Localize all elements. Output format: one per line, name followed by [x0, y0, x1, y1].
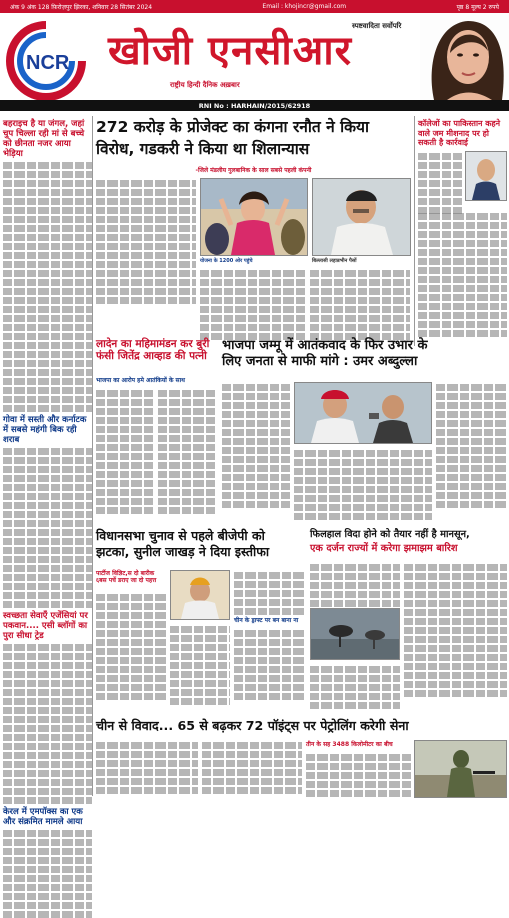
email-info: Email : khojincr@gmail.com: [262, 3, 347, 10]
story6-col-1: [96, 740, 198, 798]
story4-col-2: [170, 624, 230, 714]
left-column: [3, 116, 93, 827]
left-headline-4: केरल में एमपॉक्स का एक और संक्रमित मामले आया: [3, 807, 83, 827]
story5-headline-line2: एक दर्जन राज्यों में करेगा झमाझम बारिश: [310, 543, 458, 554]
story3-col-2: [294, 448, 432, 522]
left-headline-1: बहराइच है या जंगल, जहां चुप चिल्ला रही मां से बच्चे को छीनता नजर आया भेड़िया: [3, 119, 85, 159]
story3-headline-line2: लिए जनता से माफी मांगे : उमर अब्दुल्ला: [222, 354, 418, 369]
right-column: [414, 116, 507, 346]
story2-col-2: [158, 388, 216, 528]
gadkari-photo: [312, 178, 411, 256]
lead-text-col-3: [310, 268, 410, 338]
lead-text-col-1: [96, 178, 196, 308]
celebrity-photo: [420, 13, 509, 100]
story2-headline-block: [96, 338, 216, 374]
story4-col-4: [234, 628, 306, 712]
masthead: [0, 13, 509, 100]
story6-headline-block: [96, 716, 507, 738]
gadkari-caption: बिल्लासी लहान्नभीन पैसों: [312, 258, 357, 264]
left-headline-3: स्वच्छता सेवाएँ एजेंसियां पर पकवान.... एसी ब्लॉगों का पुरा सीधा ट्रेड: [3, 611, 88, 641]
omar-abdullah-photo: [294, 382, 432, 444]
rain-photo: [310, 608, 400, 660]
lead-kicker: -जिले मंडलीय गुलबानिक के साल सबसे पहली कंपनी: [195, 167, 312, 174]
masthead-motto: स्पष्टवादिता सर्वोपरि: [352, 22, 402, 30]
story2-col-1: [96, 388, 154, 528]
story2-kicker: भाजपा का आरोप हमे आतंकियों के साथ: [96, 377, 186, 384]
story4-subhead: चीन के ड्राफ्ट पर बन बाना ना: [234, 617, 299, 624]
story5-col-3: [310, 664, 400, 712]
lead-text-col-2: [200, 268, 305, 338]
story4-kicker: पार्टीज विज्ञिट,स दो बारीक ६बस पर्चे डराए जा दो पहत्त: [96, 570, 157, 584]
rni-number: RNI No : HARHAIN/2015/62918: [0, 100, 509, 111]
story6-headline: चीन से विवाद... 65 से बढ़कर 72 पॉइंट्स पर पेट्रोलिंग करेगी सेना: [96, 718, 409, 733]
lead-headline-line2: विरोध, गडकरी ने किया था शिलान्यास: [96, 140, 310, 158]
story6-col-3: [306, 752, 411, 798]
story3-col-1: [222, 382, 290, 522]
story4-headline-line2: झटका, सुनील जाखड़ ने दिया इस्तीफा: [96, 544, 270, 559]
story3-headline-block: [222, 338, 507, 378]
masthead-title: खोजी एनसीआर: [108, 27, 353, 74]
story4-col-1: [96, 592, 166, 712]
story4-headline-line1: विधानसभा चुनाव से पहले बीजेपी को: [96, 528, 265, 543]
story2-headline: लादेन का महिमामंडन कर बुरी फंसी जितेंद्र आव्हाड की पत्नी: [96, 338, 210, 362]
logo-text: NCR: [26, 52, 70, 74]
story6-col-2: [202, 740, 302, 798]
story4-headline-block: [96, 528, 306, 568]
lead-headline-line1: 272 करोड़ के प्रोजेक्ट का कंगना रनौत ने किया: [96, 118, 370, 136]
story5-col-1: [310, 562, 400, 606]
right-photo: [465, 151, 507, 201]
right-headline: कॉलेजों का पाकिस्तान कहने वाले जम मीशनाद पर हो सकती है कार्रवाई: [418, 119, 501, 147]
soldier-photo: [414, 740, 507, 798]
story6-subhead: तीन के सह 3488 किलोमीटर का बीच: [306, 741, 393, 748]
story5-col-2: [404, 562, 507, 712]
ncr-logo: [6, 21, 86, 101]
lead-headline-block: [96, 116, 411, 164]
masthead-subtitle: राष्ट्रीय हिन्दी दैनिक अख़बार: [170, 81, 240, 89]
kangana-photo: [200, 178, 308, 256]
top-info-bar: [0, 0, 509, 13]
story5-headline-line1: फिलहाल विदा होने को तैयार नहीं है मानसून,: [310, 529, 470, 540]
story4-col-3: [234, 570, 306, 614]
price-info: पृष्ठ 8 मूल्य 2 रुपये: [456, 3, 499, 11]
jakhar-photo: [170, 570, 230, 620]
lead-photo-caption: योजना के 1200 ओर पहुंचे: [200, 258, 253, 264]
issue-info: अंक 9 अंक 128 फ़िरोज़पुर झिरका, शनिवार 28 सितंबर 2024: [10, 3, 153, 11]
story3-col-3: [436, 382, 506, 522]
story3-headline-line1: भाजपा जम्मू में आतंकवाद के फिर उभार के: [222, 338, 428, 353]
left-headline-2: गोवा में सस्ती और कर्नाटक में सबसे महंगी बिक रही शराब: [3, 415, 87, 445]
